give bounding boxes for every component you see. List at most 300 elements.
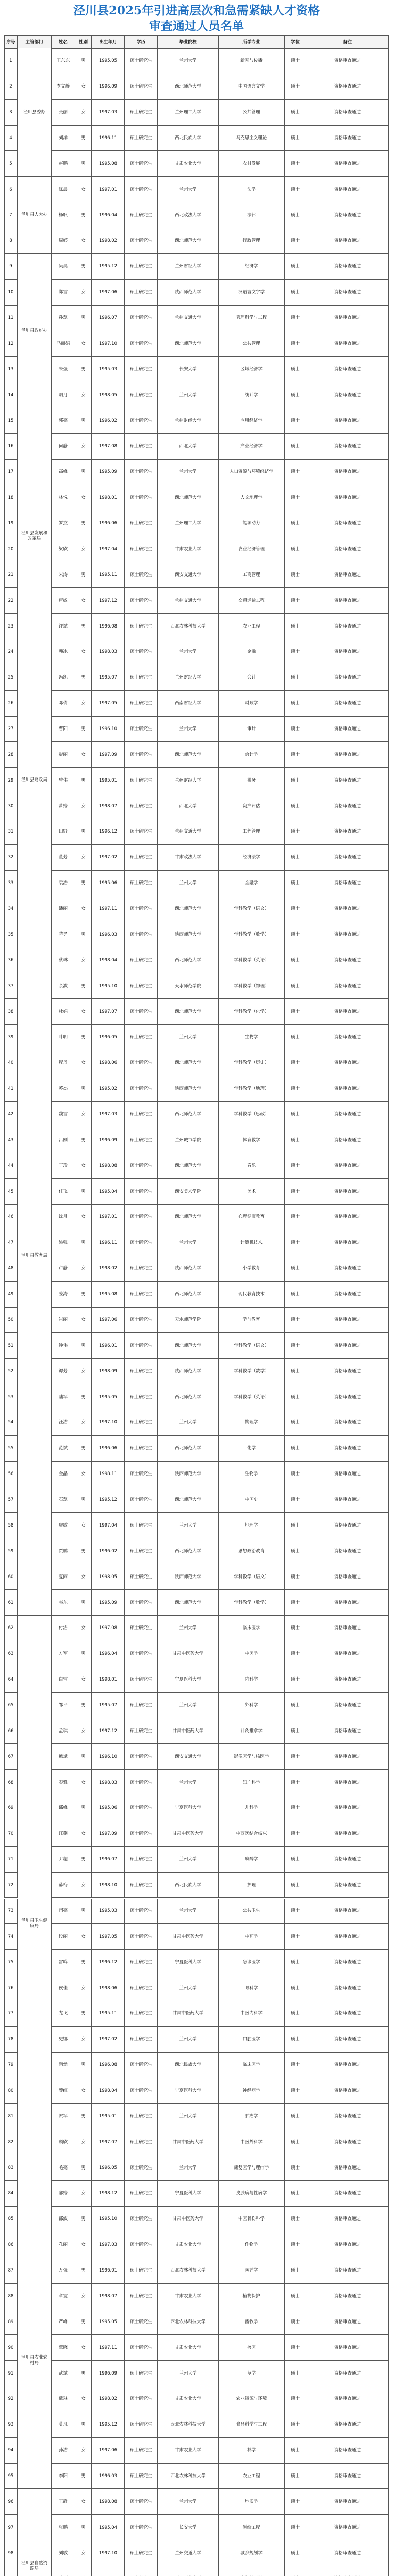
table-cell: 植物保护 (219, 2284, 285, 2310)
table-cell: 硕士 (285, 2438, 306, 2464)
table-cell: 资格审查通过 (306, 1076, 389, 1102)
table-cell: 贺军 (52, 2104, 75, 2129)
table-cell: 甘肃中医药大学 (158, 2207, 219, 2232)
table-cell: 硕士研究生 (125, 1590, 158, 1616)
table-row (4, 871, 389, 896)
table-cell: 孙磊 (52, 306, 75, 331)
table-cell: 朱强 (52, 357, 75, 382)
table-cell: 硕士研究生 (125, 1899, 158, 1924)
table-cell: 甘肃中医药大学 (158, 1821, 219, 1847)
table-cell: 女 (75, 1359, 92, 1384)
page-subtitle: 审查通过人员名单 (149, 19, 244, 33)
table-cell: 学科教学（化学） (219, 999, 285, 1025)
table-cell: 硕士研究生 (125, 1821, 158, 1847)
table-cell: 硕士研究生 (125, 202, 158, 228)
table-row (4, 48, 389, 74)
table-cell: 65 (4, 1693, 18, 1719)
table-cell: 1996.12 (92, 1950, 125, 1975)
table-cell: 男 (75, 1693, 92, 1719)
table-cell: 男 (75, 1487, 92, 1513)
table-cell: 男 (75, 1384, 92, 1410)
table-cell: 男 (75, 254, 92, 280)
table-cell: 熊斌 (52, 1744, 75, 1770)
table-cell: 1995.04 (92, 2515, 125, 2540)
table-cell: 资格审查通过 (306, 1641, 389, 1667)
table-cell: 女 (75, 74, 92, 100)
table-row (4, 2335, 389, 2361)
table-row (4, 1667, 389, 1693)
table-cell: 顾欣 (52, 2129, 75, 2155)
table-cell: 石磊 (52, 1487, 75, 1513)
table-cell: 现代教育技术 (219, 1282, 285, 1308)
table-cell (75, 2566, 92, 2576)
table-cell: 1998.02 (92, 228, 125, 254)
table-cell: 1995.08 (92, 151, 125, 177)
table-cell: 女 (75, 1256, 92, 1282)
table-cell: 硕士研究生 (125, 973, 158, 999)
table-cell: 临床医学 (219, 2053, 285, 2078)
table-row (4, 1744, 389, 1770)
table-cell: 男 (75, 1025, 92, 1050)
table-cell: 硕士研究生 (125, 2284, 158, 2310)
table-cell: 硕士研究生 (125, 793, 158, 819)
table-cell: 彭丽 (52, 742, 75, 768)
table-cell: 硕士研究生 (125, 639, 158, 665)
table-cell: 音乐 (219, 1153, 285, 1179)
table-row (4, 2078, 389, 2104)
table-cell: 资格审查通过 (306, 2386, 389, 2412)
table-cell: 72 (4, 1873, 18, 1899)
table-cell: 53 (4, 1384, 18, 1410)
table-cell: 资格审查通过 (306, 2284, 389, 2310)
table-cell: 口腔医学 (219, 2027, 285, 2053)
table-cell: 资格审查通过 (306, 562, 389, 588)
table-cell: 1997.06 (92, 1308, 125, 1333)
table-cell: 兰州大学 (158, 1847, 219, 1873)
table-row (4, 1693, 389, 1719)
department-group-cell: 泾川县自然资源局 (18, 2489, 52, 2576)
table-cell: 男 (75, 2207, 92, 2232)
table-cell: 资格审查通过 (306, 228, 389, 254)
table-cell: 曾伟 (52, 768, 75, 793)
table-cell: 硕士 (285, 485, 306, 511)
table-cell: 硕士研究生 (125, 48, 158, 74)
table-cell: 1995.09 (92, 460, 125, 485)
table-cell: 陕西师范大学 (158, 922, 219, 948)
table-cell: 女 (75, 639, 92, 665)
table-cell: 西北师范大学 (158, 1333, 219, 1359)
table-cell: 男 (75, 2515, 92, 2540)
table-cell: 资格审查通过 (306, 1205, 389, 1230)
table-cell: 硕士研究生 (125, 896, 158, 922)
table-cell: 兰州大学 (158, 1410, 219, 1436)
table-cell: 郝婷 (52, 2181, 75, 2207)
table-row (4, 614, 389, 639)
table-row (4, 1410, 389, 1436)
table-cell: 地质学 (219, 2489, 285, 2515)
table-row (4, 408, 389, 434)
table-row (4, 1770, 389, 1795)
table-row (4, 1282, 389, 1308)
table-cell: 1998.09 (92, 1359, 125, 1384)
table-cell: 3 (4, 100, 18, 126)
table-row (4, 2566, 389, 2576)
table-cell: 产业经济学 (219, 434, 285, 460)
table-cell: 中西医结合临床 (219, 1821, 285, 1847)
table-row (4, 460, 389, 485)
table-cell: 6 (4, 177, 18, 202)
table-cell: 兰州财经大学 (158, 254, 219, 280)
table-cell: 西北师范大学 (158, 1282, 219, 1308)
table-cell: 79 (4, 2053, 18, 2078)
table-cell: 蒋勇 (52, 922, 75, 948)
table-cell: 公共管理 (219, 331, 285, 357)
table-cell: 硕士 (285, 1770, 306, 1795)
table-cell: 男 (75, 819, 92, 845)
table-cell: 女 (75, 2489, 92, 2515)
table-cell: 硕士 (285, 1333, 306, 1359)
table-cell: 86 (4, 2232, 18, 2258)
table-cell: 硕士 (285, 793, 306, 819)
table-cell: 75 (4, 1950, 18, 1975)
table-cell: 园艺学 (219, 2258, 285, 2284)
table-cell: 硕士 (285, 2412, 306, 2438)
table-cell: 严峰 (52, 2309, 75, 2335)
table-cell: 余波 (52, 973, 75, 999)
table-row (4, 306, 389, 331)
table-cell: 陕西师范大学 (158, 1359, 219, 1384)
table-cell: 11 (4, 306, 18, 331)
table-cell: 1997.09 (92, 742, 125, 768)
table-cell: 硕士 (285, 1153, 306, 1179)
table-cell: 硕士 (285, 1693, 306, 1719)
table-cell: 苏杰 (52, 1076, 75, 1102)
table-cell: 1995.09 (92, 1590, 125, 1616)
table-cell: 1998.02 (92, 1256, 125, 1282)
table-cell: 硕士 (285, 151, 306, 177)
table-cell: 甘肃中医药大学 (158, 2001, 219, 2027)
table-cell: 杨帆 (52, 202, 75, 228)
table-cell: 硕士研究生 (125, 691, 158, 717)
table-cell: 城乡规划学 (219, 2540, 285, 2566)
table-cell: 资格审查通过 (306, 1487, 389, 1513)
table-cell: 74 (4, 1924, 18, 1950)
table-cell: 硕士研究生 (125, 1102, 158, 1128)
table-cell: 甘肃农业大学 (158, 2335, 219, 2361)
table-cell: 资格审查通过 (306, 1899, 389, 1924)
table-cell: 汉语言文字学 (219, 280, 285, 306)
table-cell: 硕士 (285, 2078, 306, 2104)
table-cell: 农村发展 (219, 151, 285, 177)
table-cell: 92 (4, 2386, 18, 2412)
table-cell: 西北师范大学 (158, 74, 219, 100)
table-cell: 生物学 (219, 1462, 285, 1487)
table-cell: 硕士 (285, 1256, 306, 1282)
table-cell: 中医内科学 (219, 2001, 285, 2027)
table-cell: 高峰 (52, 460, 75, 485)
table-cell: 80 (4, 2078, 18, 2104)
table-cell: 女 (75, 2078, 92, 2104)
table-cell: 1998.05 (92, 1564, 125, 1590)
table-cell: 硕士研究生 (125, 819, 158, 845)
table-cell: 资格审查通过 (306, 2361, 389, 2386)
table-cell: 吕刚 (52, 1127, 75, 1153)
table-cell: 资格审查通过 (306, 306, 389, 331)
table-cell: 硕士 (285, 100, 306, 126)
table-cell: 女 (75, 1462, 92, 1487)
table-cell: 硕士 (285, 434, 306, 460)
table-cell: 硕士 (285, 922, 306, 948)
table-cell: 1997.04 (92, 1513, 125, 1538)
table-cell: 96 (4, 2489, 18, 2515)
table-cell: 经济法学 (219, 845, 285, 871)
table-row (4, 331, 389, 357)
table-cell: 硕士 (285, 1384, 306, 1410)
table-cell: 71 (4, 1847, 18, 1873)
table-cell: 兰州大学 (158, 1975, 219, 2001)
table-cell: 资格审查通过 (306, 1667, 389, 1693)
table-cell: 行政管理 (219, 228, 285, 254)
table-cell: 硕士 (285, 1282, 306, 1308)
table-cell: 资格审查通过 (306, 1821, 389, 1847)
table-cell: 覃晓 (52, 2335, 75, 2361)
table-cell: 西安美术学院 (158, 1179, 219, 1205)
table-row (4, 382, 389, 408)
table-cell: 西北师范大学 (158, 1590, 219, 1616)
table-cell: 硕士研究生 (125, 1744, 158, 1770)
table-cell: 王东东 (52, 48, 75, 74)
table-row (4, 742, 389, 768)
table-cell: 硕士 (285, 639, 306, 665)
table-cell: 资格审查通过 (306, 665, 389, 691)
table-row (4, 1025, 389, 1050)
table-cell: 西北师范大学 (158, 896, 219, 922)
table-cell: 42 (4, 1102, 18, 1128)
table-cell: 公共卫生 (219, 1899, 285, 1924)
table-cell: 68 (4, 1770, 18, 1795)
table-cell: 男 (75, 1179, 92, 1205)
table-cell: 1995.11 (92, 562, 125, 588)
table-cell: 硕士 (285, 947, 306, 973)
table-cell: 学科教学（思政） (219, 1102, 285, 1128)
table-cell: 郭亮 (52, 408, 75, 434)
table-cell: 1995.11 (92, 2001, 125, 2027)
table-cell: 硕士 (285, 717, 306, 742)
table-row (4, 254, 389, 280)
table-cell: 能源动力 (219, 511, 285, 537)
table-row (4, 1127, 389, 1153)
table-row (4, 2207, 389, 2232)
table-cell: 崔丽 (52, 1308, 75, 1333)
table-cell: 资格审查通过 (306, 614, 389, 639)
table-cell: 毛亮 (52, 2155, 75, 2181)
table-cell: 硕士研究生 (125, 1616, 158, 1641)
table-cell: 硕士 (285, 1795, 306, 1821)
table-cell: 89 (4, 2309, 18, 2335)
table-cell: 资格审查通过 (306, 1308, 389, 1333)
table-cell: 25 (4, 665, 18, 691)
table-cell: 硕士 (285, 2386, 306, 2412)
table-cell: 赵鹏 (52, 151, 75, 177)
table-cell: 女 (75, 331, 92, 357)
column-header: 学历 (125, 36, 158, 49)
table-cell: 14 (4, 382, 18, 408)
table-cell: 蔡琳 (52, 947, 75, 973)
table-cell: 7 (4, 202, 18, 228)
column-header: 备注 (306, 36, 389, 49)
table-cell: 西北民族大学 (158, 126, 219, 151)
table-cell: 95 (4, 2464, 18, 2489)
table-cell: 孙洁 (52, 2438, 75, 2464)
table-cell: 资格审查通过 (306, 254, 389, 280)
table-cell: 李文静 (52, 74, 75, 100)
table-cell: 思想政治教育 (219, 1538, 285, 1564)
table-cell: 1998.10 (92, 1873, 125, 1899)
table-cell: 硕士研究生 (125, 2515, 158, 2540)
table-cell: 资格审查通过 (306, 177, 389, 202)
table-cell: 1995.05 (92, 2309, 125, 2335)
table-row (4, 1359, 389, 1384)
table-cell: 男 (75, 717, 92, 742)
table-cell: 资格审查通过 (306, 1744, 389, 1770)
table-cell: 女 (75, 2438, 92, 2464)
table-cell: 甘肃农业大学 (158, 2232, 219, 2258)
table-cell: 91 (4, 2361, 18, 2386)
table-cell: 资格审查通过 (306, 1693, 389, 1719)
table-row (4, 1076, 389, 1102)
table-cell: 女 (75, 1205, 92, 1230)
department-group-cell: 泾川县卫生健康局 (18, 1616, 52, 2232)
table-cell: 黎红 (52, 2078, 75, 2104)
table-cell: 硕士 (285, 588, 306, 614)
table-cell: 1998.04 (92, 2078, 125, 2104)
table-cell: 93 (4, 2412, 18, 2438)
table-cell: 王静 (52, 2489, 75, 2515)
table-cell: 硕士 (285, 1744, 306, 1770)
table-cell: 西北师范大学 (158, 1384, 219, 1410)
table-cell: 兰州理工大学 (158, 100, 219, 126)
table-cell: 硕士研究生 (125, 382, 158, 408)
table-cell: 资格审查通过 (306, 357, 389, 382)
table-cell: 硕士研究生 (125, 254, 158, 280)
table-cell: 1998.07 (92, 793, 125, 819)
table-cell: 资格审查通过 (306, 2438, 389, 2464)
table-cell: 资格审查通过 (306, 2309, 389, 2335)
table-cell: 食品科学与工程 (219, 2412, 285, 2438)
department-group-cell: 泾川县教育局 (18, 896, 52, 1616)
column-header: 性别 (75, 36, 92, 49)
table-cell: 1995.10 (92, 2207, 125, 2232)
table-cell: 甘肃政法大学 (158, 845, 219, 871)
table-cell: 硕士研究生 (125, 331, 158, 357)
table-cell: 硕士 (285, 382, 306, 408)
table-cell: 麻醉学 (219, 1847, 285, 1873)
table-cell: 中国史 (219, 1487, 285, 1513)
table-cell: 硕士研究生 (125, 2155, 158, 2181)
table-cell: 宁夏医科大学 (158, 1795, 219, 1821)
table-cell (52, 2566, 75, 2576)
table-row (4, 793, 389, 819)
table-cell: 硕士 (285, 2181, 306, 2207)
table-cell: 学科教学（语文） (219, 1564, 285, 1590)
table-header (4, 35, 389, 49)
table-cell: 中国语言文学 (219, 74, 285, 100)
table-cell: 中医外科学 (219, 2129, 285, 2155)
table-cell: 陕西师范大学 (158, 1564, 219, 1590)
table-cell: 兰州交通大学 (158, 2540, 219, 2566)
table-cell: 学科教学（历史） (219, 1050, 285, 1076)
table-cell: 男 (75, 2464, 92, 2489)
department-group-cell: 泾川县财政局 (18, 665, 52, 896)
table-cell: 1998.05 (92, 382, 125, 408)
table-cell: 兰州大学 (158, 1230, 219, 1256)
table-cell: 袁浩 (52, 871, 75, 896)
table-cell: 1997.01 (92, 177, 125, 202)
table-cell: 女 (75, 177, 92, 202)
table-cell: 男 (75, 2361, 92, 2386)
table-cell: 83 (4, 2155, 18, 2181)
table-cell: 1996.11 (92, 126, 125, 151)
table-cell: 硕士研究生 (125, 1667, 158, 1693)
table-cell: 资格审查通过 (306, 717, 389, 742)
table-cell: 统计学 (219, 382, 285, 408)
table-cell: 1995.12 (92, 1487, 125, 1513)
table-cell: 硕士研究生 (125, 2027, 158, 2053)
table-row (4, 177, 389, 202)
table-cell (285, 2566, 306, 2576)
table-cell: 1998.03 (92, 1770, 125, 1795)
table-cell: 谭芳 (52, 1359, 75, 1384)
table-cell: 硕士 (285, 1127, 306, 1153)
table-cell: 87 (4, 2258, 18, 2284)
table-row (4, 126, 389, 151)
table-cell: 1995.01 (92, 2104, 125, 2129)
table-cell: 女 (75, 1975, 92, 2001)
table-cell: 硕士研究生 (125, 151, 158, 177)
table-cell: 女 (75, 947, 92, 973)
table-cell: 资格审查通过 (306, 1950, 389, 1975)
table-cell: 43 (4, 1127, 18, 1153)
table-cell: 西北师范大学 (158, 999, 219, 1025)
table-cell: 工商管理 (219, 562, 285, 588)
table-cell: 男 (75, 2309, 92, 2335)
table-cell: 范斌 (52, 1436, 75, 1462)
table-cell: 急诊医学 (219, 1950, 285, 1975)
table-cell: 1997.03 (92, 2232, 125, 2258)
table-cell: 计算机技术 (219, 1230, 285, 1256)
table-cell: 1996.07 (92, 306, 125, 331)
table-cell: 资格审查通过 (306, 151, 389, 177)
table-cell: 西北师范大学 (158, 485, 219, 511)
table-cell: 硕士 (285, 2104, 306, 2129)
table-cell: 中医学 (219, 1641, 285, 1667)
table-row (4, 2438, 389, 2464)
table-cell: 甘肃农业大学 (158, 2438, 219, 2464)
table-cell: 段丽 (52, 1924, 75, 1950)
table-cell: 硕士 (285, 2309, 306, 2335)
table-cell: 硕士研究生 (125, 1795, 158, 1821)
table-cell: 1998.06 (92, 1050, 125, 1076)
table-cell: 1997.02 (92, 2027, 125, 2053)
table-cell: 应用经济学 (219, 408, 285, 434)
table-cell: 硕士 (285, 1821, 306, 1847)
table-cell: 女 (75, 228, 92, 254)
table-cell: 硕士研究生 (125, 768, 158, 793)
table-cell: 女 (75, 691, 92, 717)
table-row (4, 536, 389, 562)
table-cell: 1996.06 (92, 511, 125, 537)
table-cell: 甘肃中医药大学 (158, 1718, 219, 1744)
